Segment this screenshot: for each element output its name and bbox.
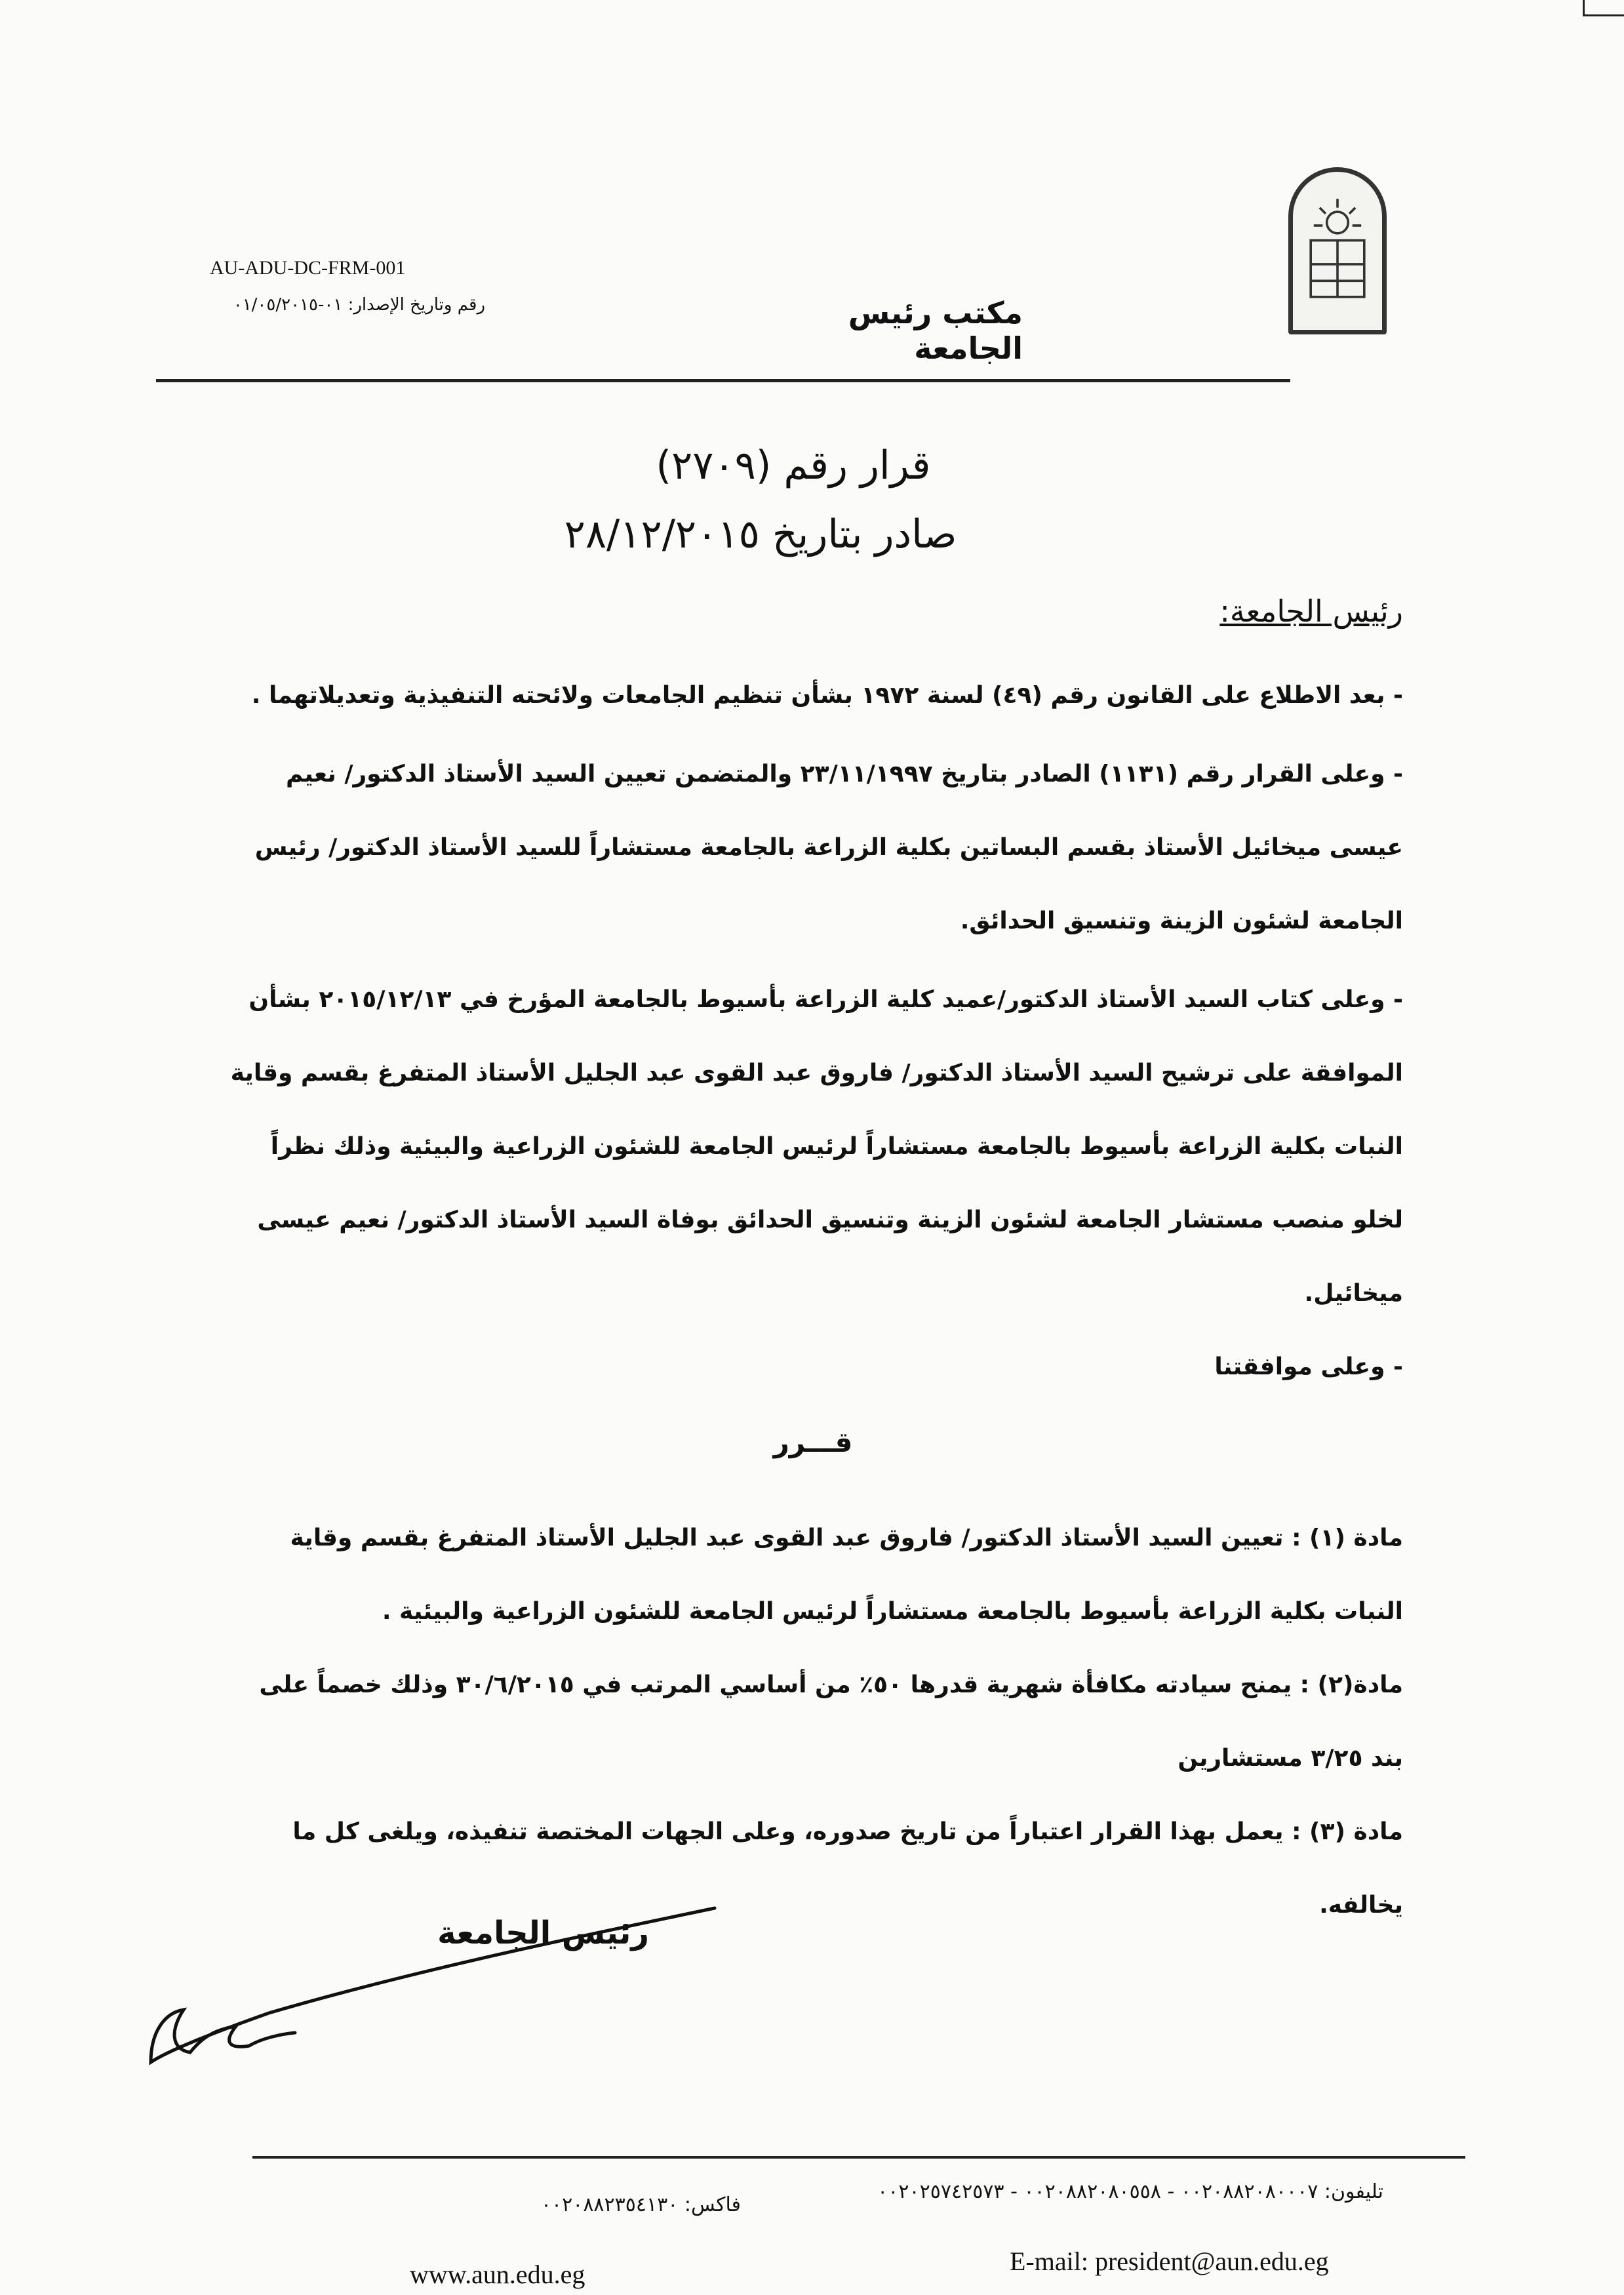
decision-number: قرار رقم (٢٧٠٩)	[656, 443, 931, 489]
consideration-item: - وعلى القرار رقم (١١٣١) الصادر بتاريخ ٢٣/١١/١٩٩٧ والمتضمن تعيين السيد الأستاذ الدكتور/ نعيم عيسى ميخائيل الأستاذ بقسم البساتين بكلية الزراعة بالجامعة مستشاراً للسيد الأستاذ الدكتور/ رئيس الجامعة لشئون الزينة وتنسيق الحدائق.	[254, 761, 1403, 934]
phone-numbers: تليفون: ٠٠٢٠٨٨٢٠٨٠٠٠٧ - ٠٠٢٠٨٨٢٠٨٠٥٥٨ - ٠٠٢٠٢٥٧٤٢٥٧٣	[877, 2180, 1383, 2203]
website-url: www.aun.edu.eg	[410, 2260, 585, 2289]
articles	[223, 1502, 1403, 1942]
fax-number: فاكس: ٠٠٢٠٨٨٢٣٥٤١٣٠	[540, 2193, 741, 2216]
article-item: مادة (١) : تعيين السيد الأستاذ الدكتور/ فاروق عبد القوى عبد الجليل الأستاذ المتفرغ بقسم وقاية النبات بكلية الزراعة بأسيوط بالجامعة مستشاراً لرئيس الجامعة للشئون الزراعية والبيئية .	[290, 1525, 1403, 1625]
corner-mark	[1583, 0, 1624, 16]
logo-emblem-icon	[1293, 172, 1382, 330]
form-code: AU-ADU-DC-FRM-001	[210, 257, 406, 279]
footer-divider	[252, 2156, 1465, 2159]
email-address: E-mail: president@aun.edu.eg	[1010, 2246, 1329, 2276]
university-logo	[1288, 167, 1387, 334]
office-title: مكتب رئيس الجامعة	[848, 295, 1023, 366]
consideration-item: - وعلى كتاب السيد الأستاذ الدكتور/عميد كلية الزراعة بأسيوط بالجامعة المؤرخ في ٢٠١٥/١٢/١٣ بشأن الموافقة على ترشيح السيد الأستاذ الدكتور/ فاروق عبد القوى عبد الجليل الأستاذ المتفرغ بقسم وقاية النبات بكلية الزراعة بأسيوط بالجامعة مستشاراً لرئيس الجامعة للشئون الزراعية والبيئية وذلك نظراً لخلو منصب مستشار الجامعة لشئون الزينة وتنسيق الحدائق بوفاة السيد الأستاذ الدكتور/ نعيم عيسى ميخائيل.	[230, 986, 1403, 1307]
consideration-item: - بعد الاطلاع على القانون رقم (٤٩) لسنة ١٩٧٢ بشأن تنظيم الجامعات ولائحته التنفيذية وتعديلاتهما .	[251, 682, 1403, 709]
header-divider	[156, 379, 1290, 382]
president-heading: رئيس الجامعة:	[1219, 593, 1403, 629]
decision-date: صادر بتاريخ ٢٨/١٢/٢٠١٥	[564, 511, 957, 557]
considerations	[223, 659, 1403, 1404]
issue-number-date: رقم وتاريخ الإصدار: ٠١-٠١/٠٥/٢٠١٥	[233, 295, 485, 315]
signature-title: رئيس الجامعة	[437, 1915, 649, 1951]
decides-heading: قـــرر	[773, 1426, 853, 1458]
consideration-item: - وعلى موافقتنا	[1214, 1353, 1403, 1380]
article-item: مادة(٢) : يمنح سيادته مكافأة شهرية قدرها ٥٠٪ من أساسي المرتب في ٣٠/٦/٢٠١٥ وذلك خصماً على بند ٣/٢٥ مستشارين	[259, 1671, 1403, 1772]
article-item: مادة (٣) : يعمل بهذا القرار اعتباراً من تاريخ صدوره، وعلى الجهات المختصة تنفيذه، ويلغى كل ما يخالفه.	[292, 1818, 1403, 1919]
